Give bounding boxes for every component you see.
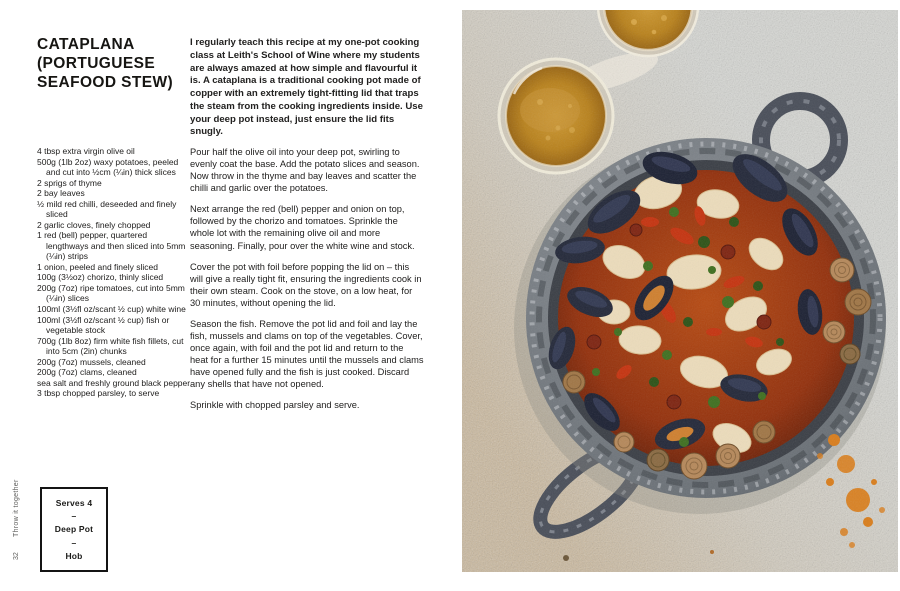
stew-photo: [462, 10, 898, 572]
recipe-title-line: CATAPLANA: [37, 36, 135, 53]
recipe-title: [37, 36, 202, 93]
ingredient-item: 1 red (bell) pepper, quartered lengthways and then sliced into 5mm (¼in) strips: [37, 230, 186, 262]
method-steps: [190, 146, 424, 420]
ingredient-item: sea salt and freshly ground black pepper: [37, 377, 191, 388]
ingredient-item: 4 tbsp extra virgin olive oil: [37, 146, 135, 156]
method-paragraph: Sprinkle with chopped parsley and serve.: [190, 400, 360, 411]
method-paragraph: Season the fish. Remove the pot lid and foil and lay the fish, mussels and clams on top of the vegetables. Cover, once again, with foil and the pot lid and return to the heat for a further 15 minutes until the mussels and clams have opened fully and the fish is just cooked. Discard any shells that have not opened.: [190, 318, 424, 390]
recipe-intro: I regularly teach this recipe at my one-pot cooking class at Leith's School of Wine where my students are always amazed at how simple and flavourful it is. A cataplana is a traditional cooking pot made of copper with an extremely tight-fitting lid that traps the steam from the cooking ingredients inside. Use your deep pot instead, just ensure the lid fits snugly.: [190, 37, 423, 138]
chapter-label: Throw it together: [13, 479, 20, 537]
method-paragraph: Next arrange the red (bell) pepper and onion on top, followed by the chorizo and tomatoes. Sprinkle the whole lot with the remaining olive oil and more seasoning. Finally, pour over the white wine and stock.: [190, 204, 415, 251]
ingredient-item: 100ml (3½fl oz/scant ½ cup) fish or vegetable stock: [37, 314, 170, 336]
ingredient-item: 2 garlic cloves, finely chopped: [37, 219, 151, 230]
recipe-title-line: (PORTUGUESE: [37, 54, 156, 72]
ingredient-item: ½ mild red chilli, deseeded and finely sliced: [37, 198, 177, 220]
stew-photo-illustration: [462, 10, 898, 572]
ingredient-item: 2 bay leaves: [37, 188, 85, 199]
ingredient-item: 1 onion, peeled and finely sliced: [37, 261, 158, 272]
ingredient-item: 200g (7oz) clams, cleaned: [37, 367, 137, 378]
method-paragraph: Cover the pot with foil before popping the lid on – this will give a really tight fit, ensuring the ingredients cook in their own steam. Cook on the stove, on a low heat, for 30 minutes, without opening the lid.: [190, 261, 422, 308]
info-box-line: Hob: [65, 550, 83, 561]
page-number: 32: [13, 552, 20, 560]
info-box-line: Serves 4: [55, 498, 93, 508]
ingredients-list: [37, 146, 191, 399]
info-box-line: Deep Pot: [54, 524, 94, 535]
ingredient-item: 100ml (3½fl oz/scant ½ cup) white wine: [37, 303, 186, 314]
info-box-line: –: [71, 511, 77, 522]
ingredient-item: 200g (7oz) ripe tomatoes, cut into 5mm (¼in) slices: [37, 282, 185, 304]
ingredient-item: 100g (3½oz) chorizo, thinly sliced: [37, 272, 164, 283]
recipe-title-line: SEAFOOD STEW): [37, 73, 174, 91]
method-paragraph: Pour half the olive oil into your deep pot, swirling to evenly coat the base. Add the potato slices and season. Now throw in the thyme and bay leaves and scatter the chilli and garlic over the potatoes.: [190, 147, 420, 194]
ingredient-item: 700g (1lb 8oz) firm white fish fillets, cut into 5cm (2in) chunks: [37, 335, 184, 357]
ingredient-item: 2 sprigs of thyme: [37, 177, 102, 188]
ingredient-item: 200g (7oz) mussels, cleaned: [37, 356, 146, 367]
serving-info-box: [40, 487, 108, 572]
ingredient-item: 3 tbsp chopped parsley, to serve: [37, 388, 160, 399]
info-box-line: –: [71, 537, 77, 548]
ingredient-item: 500g (1lb 2oz) waxy potatoes, peeled and cut into ½cm (¼in) thick slices: [37, 156, 179, 178]
